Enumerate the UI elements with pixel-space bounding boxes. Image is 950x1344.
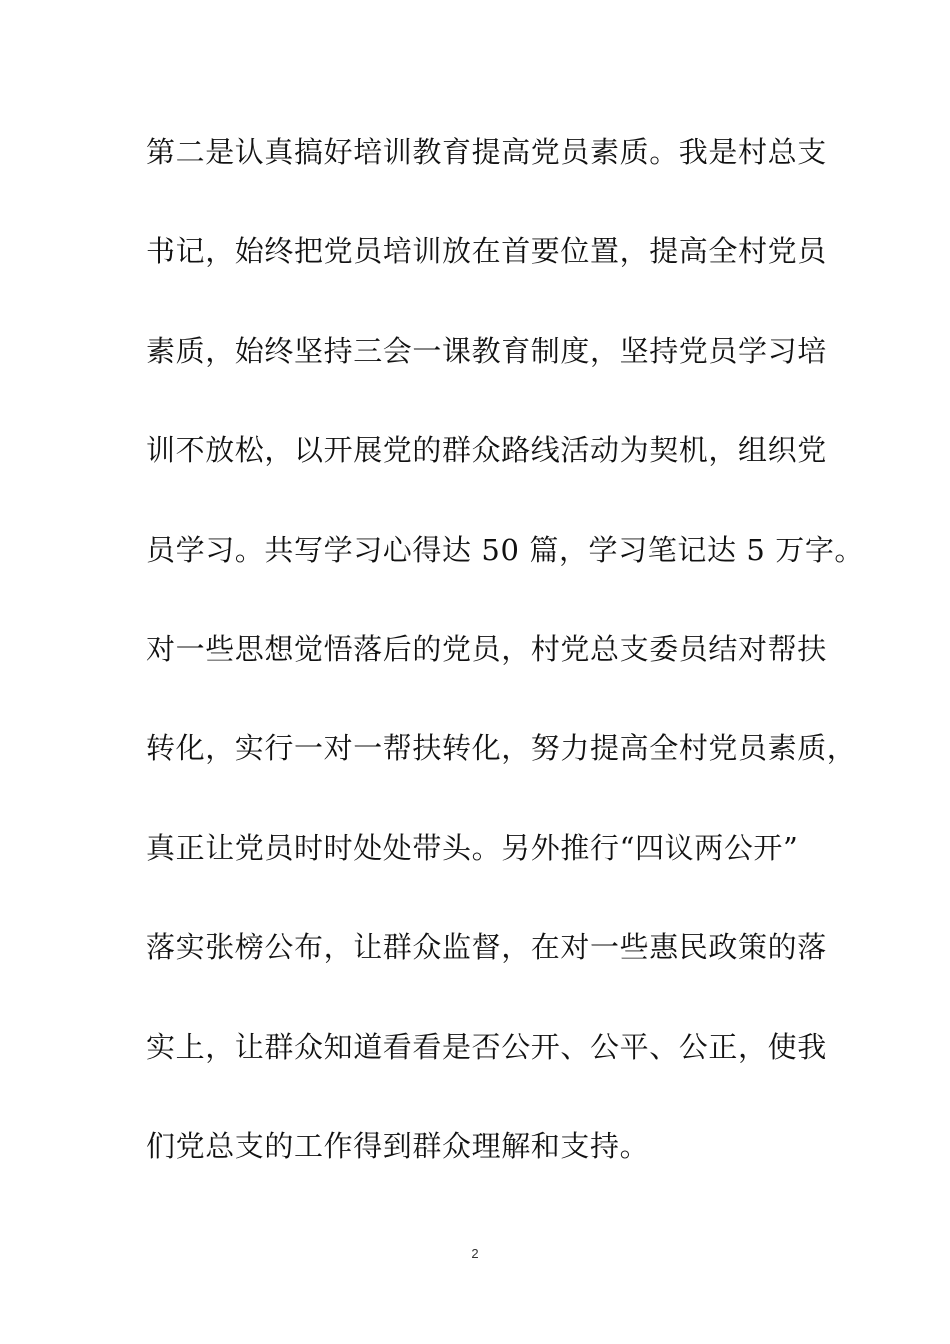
text-line-7: 转化，实行一对一帮扶转化，努力提高全村党员素质，: [146, 731, 857, 766]
page-number: 2: [471, 1246, 479, 1261]
text-line-6: 对一些思想觉悟落后的党员，村党总支委员结对帮扶: [146, 631, 827, 666]
text-line-3: 素质，始终坚持三会一课教育制度，坚持党员学习培: [146, 333, 827, 368]
text-line-9: 落实张榜公布，让群众监督，在对一些惠民政策的落: [146, 930, 827, 965]
text-line-1: 第二是认真搞好培训教育提高党员素质。我是村总支: [146, 135, 827, 169]
text-line-2: 书记，始终把党员培训放在首要位置，提高全村党员: [146, 234, 827, 269]
body-paragraph: [146, 128, 865, 1221]
text-line-4: 训不放松，以开展党的群众路线活动为契机，组织党: [146, 433, 827, 468]
text-line-11: 们党总支的工作得到群众理解和支持。: [146, 1128, 650, 1163]
text-line-5: 员学习。共写学习心得达 50 篇，学习笔记达 5 万字。: [146, 532, 865, 567]
text-line-10: 实上，让群众知道看看是否公开、公平、公正，使我: [146, 1029, 827, 1064]
text-line-8: 真正让党员时时处处带头。另外推行“四议两公开”: [146, 830, 799, 865]
